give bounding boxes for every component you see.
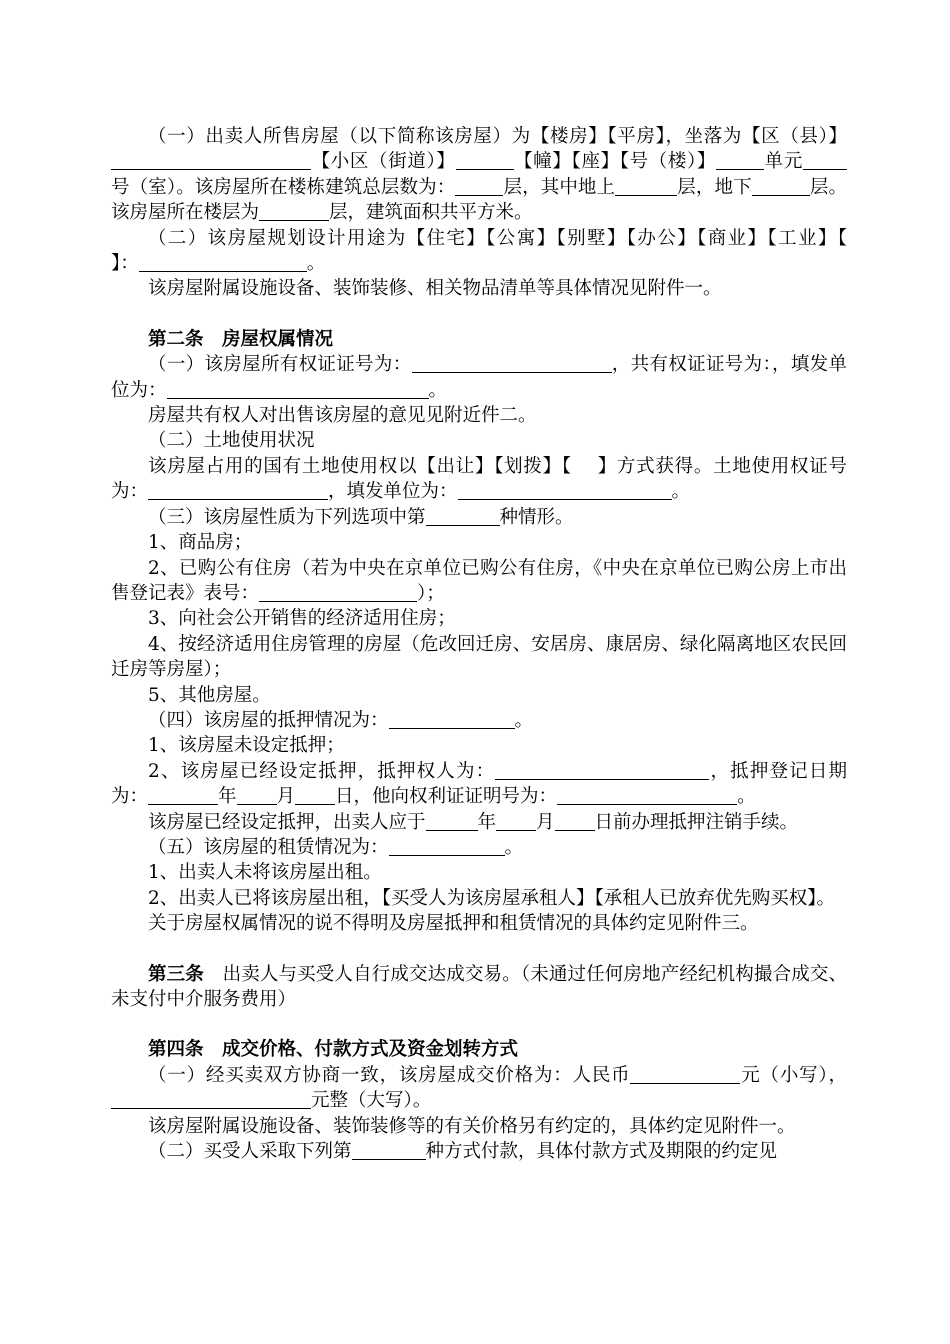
article-3-heading: 第三条 bbox=[148, 963, 204, 985]
text: 元（小写）， bbox=[740, 1064, 847, 1086]
clause-2-13 bbox=[111, 759, 847, 810]
clause-4-3 bbox=[111, 1139, 847, 1164]
text: 月 bbox=[536, 811, 555, 833]
text: 该房屋占用的国有土地使用权以【出让】【划拨】【 】方式获得。土地使用权证号为： bbox=[111, 455, 847, 503]
clause-2-15 bbox=[111, 835, 847, 860]
text: 。 bbox=[428, 379, 448, 401]
floor-blank bbox=[259, 202, 329, 221]
text: 单元 bbox=[764, 151, 803, 173]
lease-status-blank bbox=[389, 837, 505, 856]
district-blank bbox=[111, 151, 311, 170]
total-floors-blank bbox=[455, 177, 503, 196]
land-cert-blank bbox=[148, 481, 328, 500]
clause-2-11 bbox=[111, 708, 847, 733]
clause-2-10: 5、其他房屋。 bbox=[148, 684, 271, 706]
text: 元整（大写）。 bbox=[311, 1090, 432, 1112]
mortgage-status-blank bbox=[389, 710, 515, 729]
price-words-blank bbox=[111, 1090, 311, 1109]
text: 2、已购公有住房（若为中央在京单位已购公有住房，《中央在京单位已购公房上市出售登记表》表号： bbox=[111, 557, 847, 604]
usage-blank bbox=[139, 253, 307, 272]
issuer-blank bbox=[167, 380, 429, 399]
text: 年 bbox=[477, 811, 497, 833]
text: ）； bbox=[417, 582, 445, 604]
text: （五）该房屋的租赁情况为： bbox=[148, 836, 389, 858]
text: 【小区（街道）】 bbox=[311, 151, 456, 173]
text: 月 bbox=[276, 786, 296, 808]
clause-2-14 bbox=[111, 810, 847, 835]
clause-2-17: 2、出卖人已将该房屋出租，【买受人为该房屋承租人】【承租人已放弃优先购买权】。 bbox=[148, 887, 836, 909]
unit-blank bbox=[716, 151, 764, 170]
register-no-blank bbox=[259, 583, 417, 602]
text: 种方式付款，具体付款方式及期限的约定见 bbox=[425, 1141, 778, 1163]
mortgagee-blank bbox=[495, 761, 709, 780]
text: （一）该房屋所有权证证号为： bbox=[148, 354, 412, 376]
clause-2-8: 3、向社会公开销售的经济适用住房； bbox=[148, 608, 456, 630]
text: 年 bbox=[218, 786, 237, 808]
release-month-blank bbox=[496, 812, 536, 831]
text: 2、该房屋已经设定抵押，抵押权人为： bbox=[148, 760, 496, 782]
clause-2-12: 1、该房屋未设定抵押； bbox=[148, 735, 345, 757]
article-2-heading: 第二条 房屋权属情况 bbox=[148, 328, 334, 350]
text: 。 bbox=[671, 481, 691, 503]
clause-2-2: 房屋共有权人对出售该房屋的意见见附近件二。 bbox=[148, 405, 537, 427]
text: 层，建筑面积共平方米。 bbox=[329, 202, 533, 224]
clause-2-1 bbox=[111, 352, 847, 403]
text: 该房屋已经设定抵押，出卖人应于 bbox=[148, 811, 426, 833]
text: （一）出卖人所售房屋（以下简称该房屋）为【楼房】【平房】，坐落为【区（县）】 bbox=[148, 126, 847, 147]
below-ground-blank bbox=[752, 177, 810, 196]
price-numeric-blank bbox=[630, 1065, 740, 1084]
text: 号（室）。该房屋所在楼栋建筑总层数为： bbox=[111, 176, 456, 198]
article-3 bbox=[111, 962, 847, 1013]
text: 日前办理抵押注销手续。 bbox=[594, 811, 799, 833]
nature-blank bbox=[426, 507, 500, 526]
text: ，填发单位为： bbox=[328, 481, 458, 503]
text: 层。该房屋所在楼层为 bbox=[111, 176, 847, 224]
clause-2-3: （二）土地使用状况 bbox=[148, 430, 315, 452]
clause-2-5 bbox=[111, 505, 847, 530]
text: （二）该房屋规划设计用途为【住宅】【公寓】【别墅】【办公】【商业】【工业】【 】： bbox=[111, 227, 872, 275]
contract-page bbox=[111, 124, 872, 1164]
text: 。 bbox=[306, 253, 326, 275]
text: （一）经买卖双方协商一致，该房屋成交价格为：人民币 bbox=[148, 1064, 631, 1086]
text: 。 bbox=[737, 786, 756, 808]
day-blank bbox=[295, 786, 335, 805]
clause-2-16: 1、出卖人未将该房屋出租。 bbox=[148, 862, 382, 884]
clause-2-4 bbox=[111, 454, 847, 505]
clause-2-18: 关于房屋权属情况的说不得明及房屋抵押和租赁情况的具体约定见附件三。 bbox=[148, 913, 759, 935]
text: 层，其中地上 bbox=[503, 176, 616, 198]
ownership-cert-blank bbox=[412, 354, 612, 373]
clause-1-2 bbox=[111, 226, 872, 277]
clause-1-3: 该房屋附属设施设备、装饰装修、相关物品清单等具体情况见附件一。 bbox=[148, 278, 722, 300]
above-ground-blank bbox=[615, 177, 677, 196]
text: （四）该房屋的抵押情况为： bbox=[148, 709, 389, 731]
text: 日，他向权利证证明号为： bbox=[335, 786, 558, 808]
clause-2-7 bbox=[111, 556, 847, 607]
text: 种情形。 bbox=[499, 506, 574, 528]
clause-4-2: 该房屋附属设施设备、装饰装修等的有关价格另有约定的，具体约定见附件一。 bbox=[148, 1115, 796, 1137]
release-day-blank bbox=[555, 812, 595, 831]
text: ，共有权证证号为：，填发单位为： bbox=[111, 354, 847, 401]
clause-2-9: 4、按经济适用住房管理的房屋（危改回迁房、安居房、康居房、绿化隔离地区农民回迁房等房屋）； bbox=[111, 633, 847, 681]
clause-2-6: 1、商品房； bbox=[148, 532, 253, 554]
text: 。 bbox=[514, 709, 534, 731]
text: 层，地下 bbox=[677, 176, 752, 198]
text: （二）买受人采取下列第 bbox=[148, 1141, 352, 1163]
land-issuer-blank bbox=[458, 481, 672, 500]
release-year-blank bbox=[426, 812, 478, 831]
certificate-no-blank bbox=[557, 786, 737, 805]
payment-method-blank bbox=[352, 1141, 426, 1160]
text: 【幢】【座】【号（楼）】 bbox=[513, 151, 717, 173]
text: （三）该房屋性质为下列选项中第 bbox=[148, 506, 426, 528]
month-blank bbox=[237, 786, 277, 805]
text: 出卖人与买受人自行成交达成交易。（未通过任何房地产经纪机构撮合成交、未支付中介服务费用） bbox=[111, 963, 847, 1010]
room-blank bbox=[803, 151, 847, 170]
clause-4-1 bbox=[111, 1063, 847, 1114]
text: ，抵押登记日期为： bbox=[111, 760, 847, 808]
community-blank bbox=[456, 151, 514, 170]
year-blank bbox=[148, 786, 218, 805]
clause-1-1 bbox=[111, 124, 847, 226]
text: 。 bbox=[504, 836, 524, 858]
article-4-heading: 第四条 成交价格、付款方式及资金划转方式 bbox=[148, 1039, 519, 1061]
